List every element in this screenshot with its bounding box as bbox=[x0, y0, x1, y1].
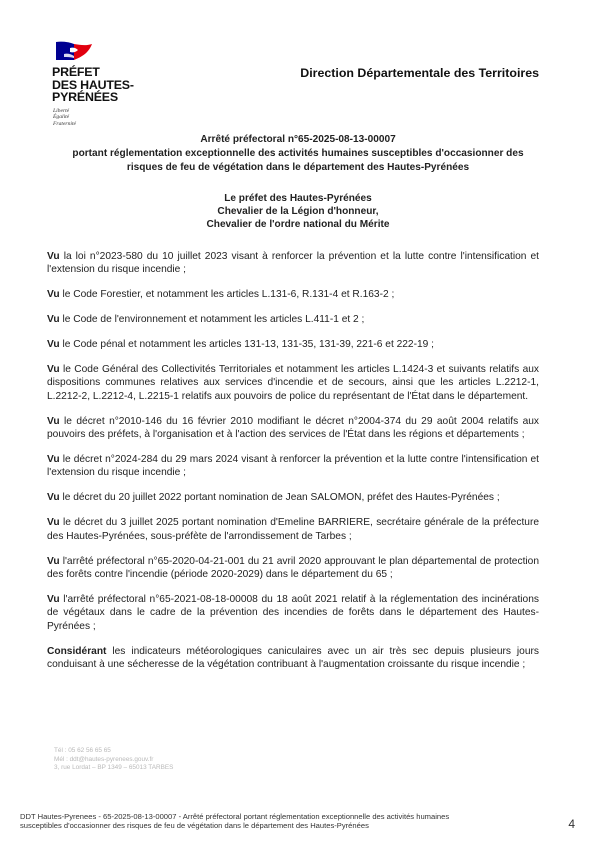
page-number: 4 bbox=[568, 817, 575, 831]
prefet-honour: Chevalier de l'ordre national du Mérite bbox=[206, 219, 390, 230]
footer-line: susceptibles d'occasionner des risques de feu de végétation dans le département des Hautes-Pyrénées bbox=[20, 821, 369, 831]
motto-line: Égalité bbox=[53, 114, 70, 121]
logo-text-line: PYRÉNÉES bbox=[52, 90, 118, 105]
visa-paragraph: Vu le décret n°2024-284 du 29 mars 2024 visant à renforcer la prévention et la lutte contre l'intensification et l'extension du risque incendie ; bbox=[47, 454, 539, 479]
logo-text-line: DES HAUTES- bbox=[52, 77, 134, 92]
contact-email: Mél : ddt@hautes-pyrenees.gouv.fr bbox=[54, 755, 154, 763]
contact-phone: Tél : 05 62 56 65 65 bbox=[54, 747, 111, 754]
contact-info bbox=[54, 747, 173, 773]
visa-paragraph: Vu la loi n°2023-580 du 10 juillet 2023 visant à renforcer la prévention et la lutte contre l'intensification et l'extension du risque incendie ; bbox=[47, 251, 539, 276]
visa-paragraph: Vu le Code Général des Collectivités Territoriales et notamment les articles L.1424-3 et suivants relatifs aux dispositions communes relatives aux services d'incendie et de secours, ainsi que les articles L.2212-1, L.2212-2, L.2212-4, L.2215-1 relatifs aux pouvoirs de police du représentant de l'État dans le département. bbox=[47, 364, 539, 402]
visa-paragraph: Vu le Code Forestier, et notamment les articles L.131-6, R.131-4 et R.163-2 ; bbox=[47, 289, 395, 301]
visa-paragraph: Vu le décret n°2010-146 du 16 février 2010 modifiant le décret n°2004-374 du 29 août 2004 relatifs aux pouvoirs des préfets, à l'organisation et à l'action des services de l'État dans les régions et départements ; bbox=[47, 415, 539, 441]
footer-line: DDT Hautes-Pyrenees - 65-2025-08-13-00007 - Arrêté préfectoral portant réglementation exceptionnelle des activités humaines bbox=[20, 812, 450, 821]
prefet-honour: Chevalier de la Légion d'honneur, bbox=[217, 206, 379, 217]
visa-paragraph: Vu le Code pénal et notamment les articles 131-13, 131-35, 131-39, 221-6 et 222-19 ; bbox=[47, 339, 434, 351]
visa-paragraph: Vu l'arrêté préfectoral n°65-2021-08-18-00008 du 18 août 2021 relatif à la réglementation des incinérations de végétaux dans le cadre de la prévention des incendies de forêts dans le département des Hautes-Pyrénées ; bbox=[47, 593, 539, 632]
considerant-paragraph: Considérant les indicateurs météorologiques caniculaires avec un air très sec depuis plusieurs jours conduisant à une sécheresse de la végétation contribuant à l'augmentation croissante du risque incendie ; bbox=[47, 645, 539, 671]
prefet-titles bbox=[48, 192, 548, 231]
visas-section bbox=[47, 250, 539, 671]
page-footer bbox=[20, 812, 540, 830]
visa-paragraph: Vu le Code de l'environnement et notamment les articles L.411-1 et 2 ; bbox=[47, 314, 365, 326]
decree-number: Arrêté préfectoral n°65-2025-08-13-00007 bbox=[200, 134, 396, 145]
logo-text-line: PRÉFET bbox=[52, 65, 100, 79]
decree-subject-line: portant réglementation exceptionnelle des activités humaines susceptibles d'occasionner des bbox=[72, 148, 524, 159]
prefet-name: Le préfet des Hautes-Pyrénées bbox=[224, 193, 372, 204]
motto-line: Liberté bbox=[53, 107, 70, 114]
motto-line: Fraternité bbox=[53, 120, 76, 127]
contact-address: 3, rue Lordat – BP 1349 – 65013 TARBES bbox=[54, 764, 174, 772]
visa-paragraph: Vu l'arrêté préfectoral n°65-2020-04-21-001 du 21 avril 2020 approuvant le plan départemental de protection des forêts contre l'incendie (période 2020-2029) dans le département du 65 ; bbox=[47, 555, 539, 580]
visa-paragraph: Vu le décret du 3 juillet 2025 portant nomination d'Emeline BARRIERE, secrétaire générale de la préfecture des Hautes-Pyrénées, sous-préfète de l'arrondissement de Tarbes ; bbox=[47, 517, 539, 542]
decree-title bbox=[48, 133, 548, 175]
prefecture-logo bbox=[52, 40, 162, 127]
direction-title: Direction Départementale des Territoires bbox=[300, 66, 539, 80]
decree-subject-line: risques de feu de végétation dans le département des Hautes-Pyrénées bbox=[126, 162, 470, 173]
marianne-emblem-icon bbox=[52, 40, 96, 62]
visa-paragraph: Vu le décret du 20 juillet 2022 portant nomination de Jean SALOMON, préfet des Hautes-Pyrénées ; bbox=[47, 492, 500, 504]
